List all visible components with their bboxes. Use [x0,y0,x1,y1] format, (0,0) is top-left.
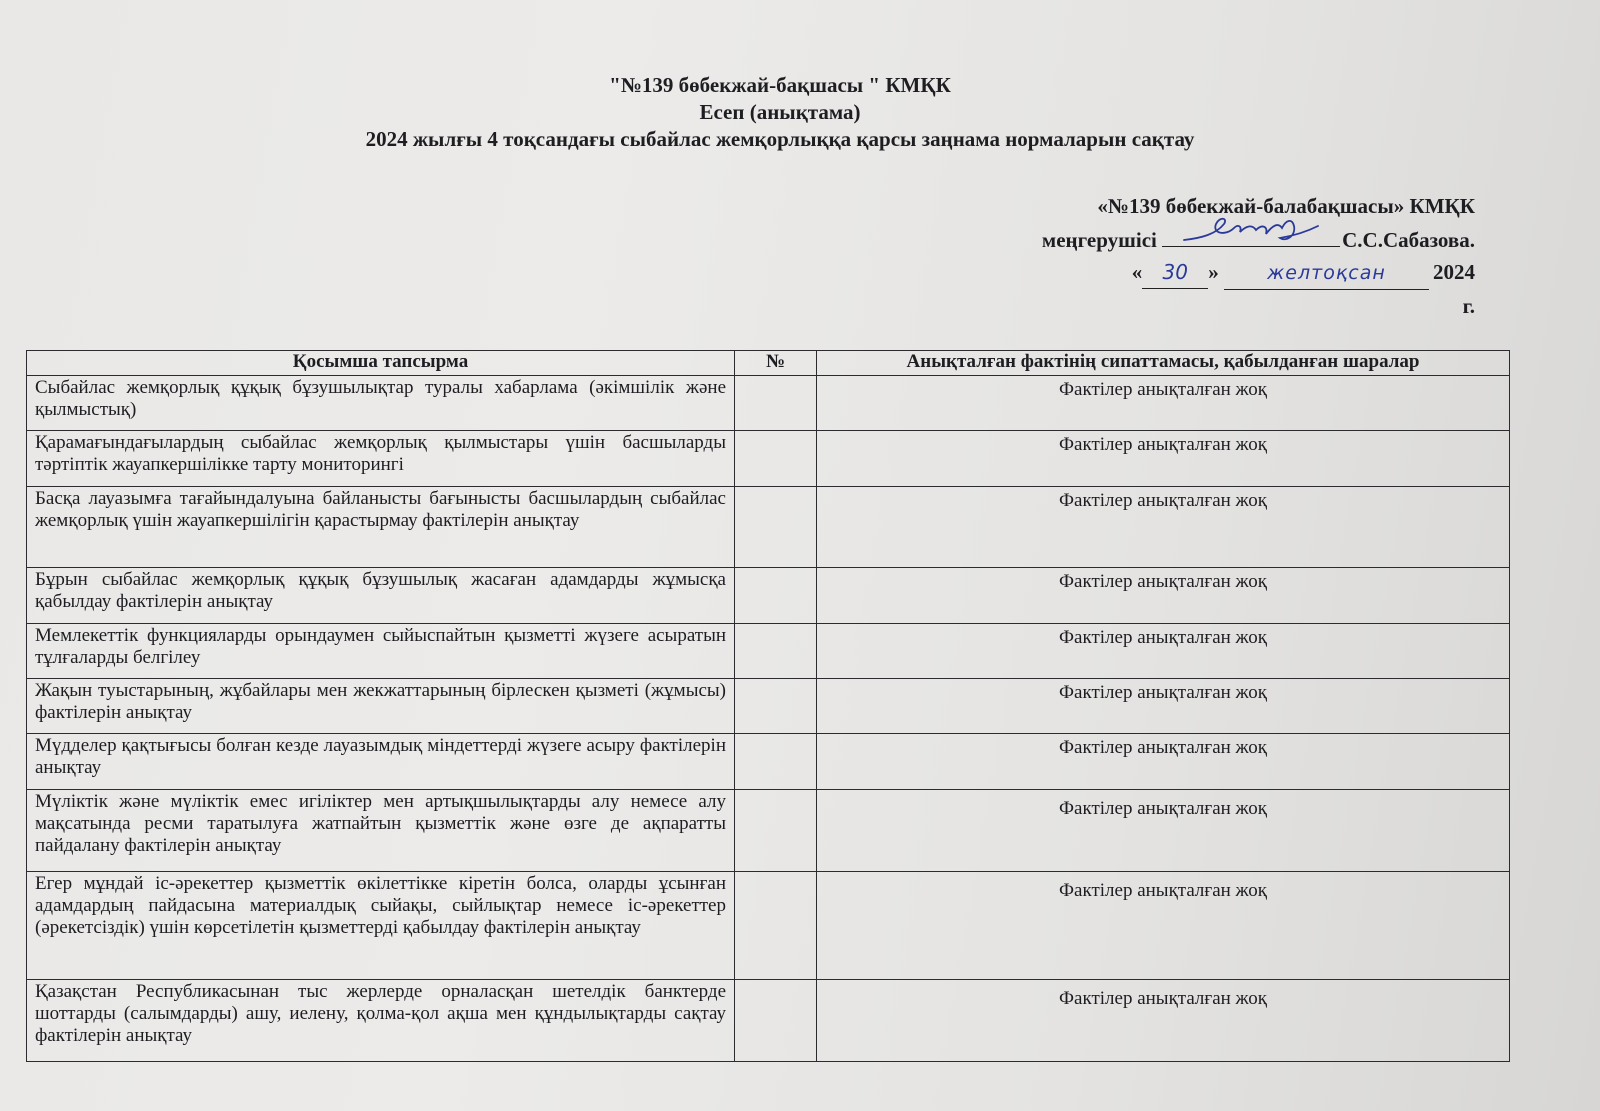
task-cell: Қазақстан Республикасынан тыс жерлерде орналасқан шетелдік банктерде шоттарды (салымдарды) ашу, иелену, қолма-қол ақша мен құндылықтарды сақтау фактілерін анықтау [27,980,735,1062]
signature [1162,222,1340,247]
table-row [27,789,1510,871]
document-subject: 2024 жылғы 4 тоқсандағы сыбайлас жемқорлыққа қарсы заңнама нормаларын сақтау [365,127,1195,151]
approval-signature-line [1042,222,1475,256]
number-cell [735,486,817,568]
task-cell: Егер мұндай іс-әрекеттер қызметтік өкілеттікке кіретін болса, оларды ұсынған адамдардың пайдасына материалдық сыйақы, сыйлықтар немесе іс-әрекеттер (әрекетсіздік) үшін көрсетілетін қызметтерді қабылдау фактілерін анықтау [27,871,735,980]
table-header-row [27,351,1510,376]
report-table [26,350,1510,1062]
number-cell [735,431,817,486]
organization-title: "№139 бөбекжай-бақшасы " КМҚК [609,73,951,97]
table-row [27,568,1510,623]
date-month: желтоқсан [1224,257,1429,290]
number-cell [735,734,817,789]
document-header [0,72,1560,153]
result-cell: Фактілер анықталған жоқ [817,980,1510,1062]
number-cell [735,980,817,1062]
date-year-suffix: г. [1462,294,1475,318]
result-cell: Фактілер анықталған жоқ [817,734,1510,789]
date-day: 30 [1142,256,1208,289]
result-cell: Фактілер анықталған жоқ [817,623,1510,678]
approval-date [1042,256,1475,290]
table-row [27,376,1510,431]
table-row [27,623,1510,678]
task-cell: Басқа лауазымға тағайындалуына байланысты бағынысты басшылардың сыбайлас жемқорлық үшін жауапкершілігін қарастырмау фактілерін анықтау [27,486,735,568]
date-close-quote: » [1208,260,1219,284]
task-cell: Қарамағындағылардың сыбайлас жемқорлық қылмыстары үшін басшыларды тәртіптік жауапкершілікке тарту мониторингі [27,431,735,486]
approval-role: меңгерушісі [1041,228,1157,252]
table-row [27,486,1510,568]
number-cell [735,679,817,734]
result-cell: Фактілер анықталған жоқ [817,376,1510,431]
document-type: Есеп (анықтама) [699,100,861,124]
task-cell: Мүліктік және мүліктік емес игіліктер мен артықшылықтарды алу немесе алу мақсатында ресми таратылуға жатпайтын қызметтік және өзге де ақпаратты пайдалану фактілерін анықтау [27,789,735,871]
column-header-task: Қосымша тапсырма [27,351,735,376]
date-year: 2024 [1433,260,1475,284]
result-cell: Фактілер анықталған жоқ [817,789,1510,871]
number-cell [735,376,817,431]
table-row [27,871,1510,980]
column-header-number: № [735,351,817,376]
table-row [27,679,1510,734]
table-row [27,431,1510,486]
table-row [27,734,1510,789]
task-cell: Мемлекеттік функцияларды орындаумен сыйыспайтын қызметті жүзеге асыратын тұлғаларды белгілеу [27,623,735,678]
number-cell [735,623,817,678]
task-cell: Жақын туыстарының, жұбайлары мен жекжаттарының бірлескен қызметі (жұмысы) фактілерін анықтау [27,679,735,734]
approval-org: «№139 бөбекжай-балабақшасы» КМҚК [1097,194,1475,218]
number-cell [735,789,817,871]
task-cell: Мүдделер қақтығысы болған кезде лауазымдық міндеттерді жүзеге асыру фактілерін анықтау [27,734,735,789]
number-cell [735,871,817,980]
task-cell: Бұрын сыбайлас жемқорлық құқық бұзушылық жасаған адамдарды жұмысқа қабылдау фактілерін анықтау [27,568,735,623]
task-cell: Сыбайлас жемқорлық құқық бұзушылықтар туралы хабарлама (әкімшілік және қылмыстық) [27,376,735,431]
result-cell: Фактілер анықталған жоқ [817,679,1510,734]
column-header-description: Анықталған фактінің сипаттамасы, қабылданған шаралар [817,351,1510,376]
number-cell [735,568,817,623]
result-cell: Фактілер анықталған жоқ [817,431,1510,486]
result-cell: Фактілер анықталған жоқ [817,568,1510,623]
date-open-quote: « [1131,260,1143,284]
approval-block [1042,190,1475,322]
result-cell: Фактілер анықталған жоқ [817,871,1510,980]
result-cell: Фактілер анықталған жоқ [817,486,1510,568]
approval-name: С.С.Сабазова. [1342,228,1475,252]
table-row [27,980,1510,1062]
